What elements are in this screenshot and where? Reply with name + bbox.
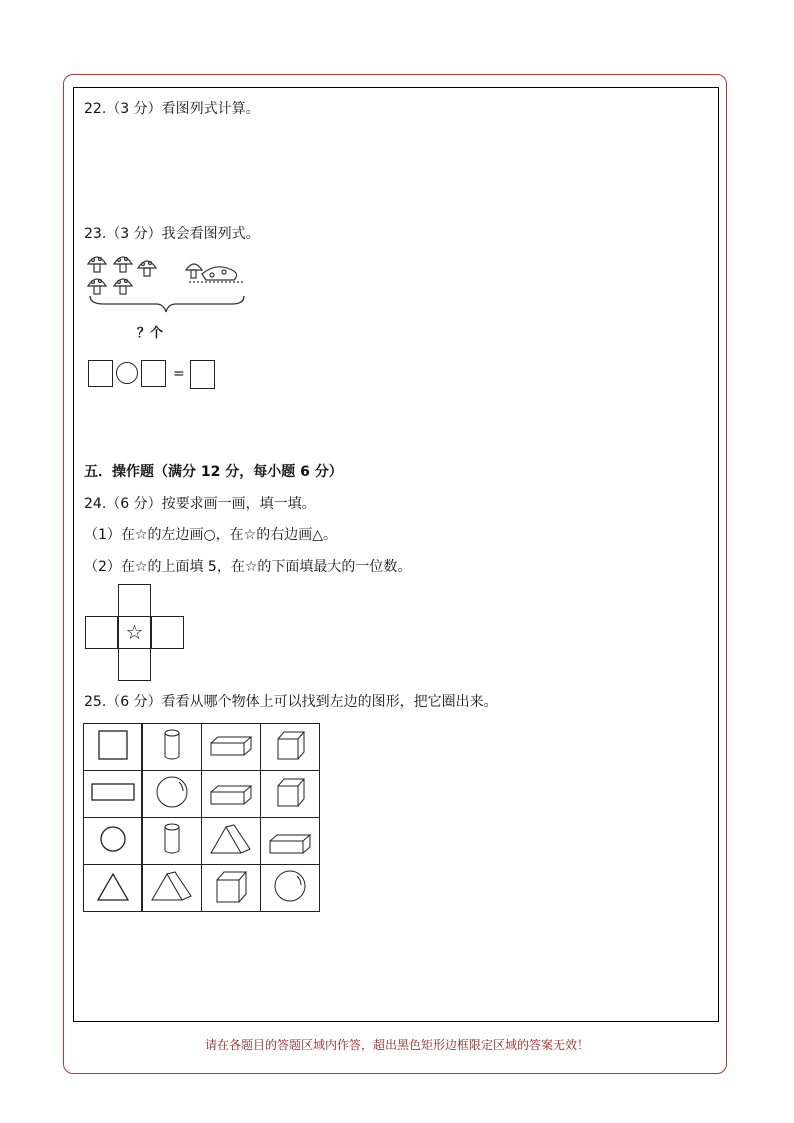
option-cuboid[interactable] xyxy=(261,818,320,865)
option-sphere[interactable] xyxy=(142,771,202,818)
square-shape xyxy=(93,725,133,765)
question-25-title: 25.（6 分）看看从哪个物体上可以找到左边的图形，把它圈出来。 xyxy=(84,694,498,710)
cuboid-shape xyxy=(206,725,256,765)
option-cuboid[interactable] xyxy=(202,724,261,771)
equation-blank-box-2[interactable] xyxy=(141,360,166,387)
rectangle-shape xyxy=(88,772,138,812)
question-23-title: 23.（3 分）我会看图列式。 xyxy=(84,226,260,242)
cuboid-shape xyxy=(265,819,315,859)
option-triangular-prism[interactable] xyxy=(142,865,202,912)
option-cube[interactable] xyxy=(261,771,320,818)
question-22-title: 22.（3 分）看图列式计算。 xyxy=(84,101,260,117)
option-cube[interactable] xyxy=(202,865,261,912)
equation-result-box[interactable] xyxy=(190,360,215,389)
target-rectangle-cell xyxy=(84,771,143,818)
target-circle-cell xyxy=(84,818,143,865)
cuboid-shape xyxy=(206,772,256,812)
option-cylinder[interactable] xyxy=(142,724,202,771)
option-sphere[interactable] xyxy=(261,865,320,912)
cross-cell-top[interactable] xyxy=(118,584,151,617)
mushroom-group-right xyxy=(186,264,244,282)
option-cuboid[interactable] xyxy=(202,771,261,818)
circle-shape xyxy=(93,819,133,859)
cross-cell-left[interactable] xyxy=(85,616,118,649)
cube-shape xyxy=(211,866,251,906)
brace-quantity-label: ？个 xyxy=(137,326,164,341)
mushroom-picture xyxy=(84,250,249,320)
triangle-shape xyxy=(93,866,133,906)
triangular-prism-shape xyxy=(206,819,256,859)
section-5-heading: 五．操作题（满分 12 分，每小题 6 分） xyxy=(84,464,343,480)
table-row xyxy=(84,724,320,771)
equation-blank-box-1[interactable] xyxy=(88,360,113,387)
sphere-shape xyxy=(152,772,192,812)
question-24-title: 24.（6 分）按要求画一画，填一填。 xyxy=(84,496,316,512)
table-row xyxy=(84,818,320,865)
cylinder-shape xyxy=(152,725,192,765)
cube-shape xyxy=(270,772,310,812)
footer-warning-note: 请在各题目的答题区域内作答，超出黑色矩形边框限定区域的答案无效！ xyxy=(204,1038,589,1052)
mushroom-group-left xyxy=(88,257,156,294)
brace xyxy=(90,296,244,312)
cylinder-shape xyxy=(152,819,192,859)
cross-cell-bottom[interactable] xyxy=(118,648,151,681)
target-triangle-cell xyxy=(84,865,143,912)
shape-matching-table xyxy=(83,723,320,912)
operator-circle-blank[interactable] xyxy=(116,362,138,384)
triangular-prism-shape xyxy=(147,866,197,906)
question-24-part-1: （1）在☆的左边画○，在☆的右边画△。 xyxy=(84,527,337,543)
sphere-shape xyxy=(270,866,310,906)
table-row xyxy=(84,865,320,912)
target-square-cell xyxy=(84,724,143,771)
cross-cell-center-star: ☆ xyxy=(118,616,151,649)
question-24-part-2: （2）在☆的上面填 5，在☆的下面填最大的一位数。 xyxy=(84,559,412,575)
table-row xyxy=(84,771,320,818)
option-cylinder[interactable] xyxy=(142,818,202,865)
cross-cell-right[interactable] xyxy=(151,616,184,649)
option-cube[interactable] xyxy=(261,724,320,771)
equals-sign: = xyxy=(173,366,185,382)
cube-shape xyxy=(270,725,310,765)
option-triangular-prism[interactable] xyxy=(202,818,261,865)
